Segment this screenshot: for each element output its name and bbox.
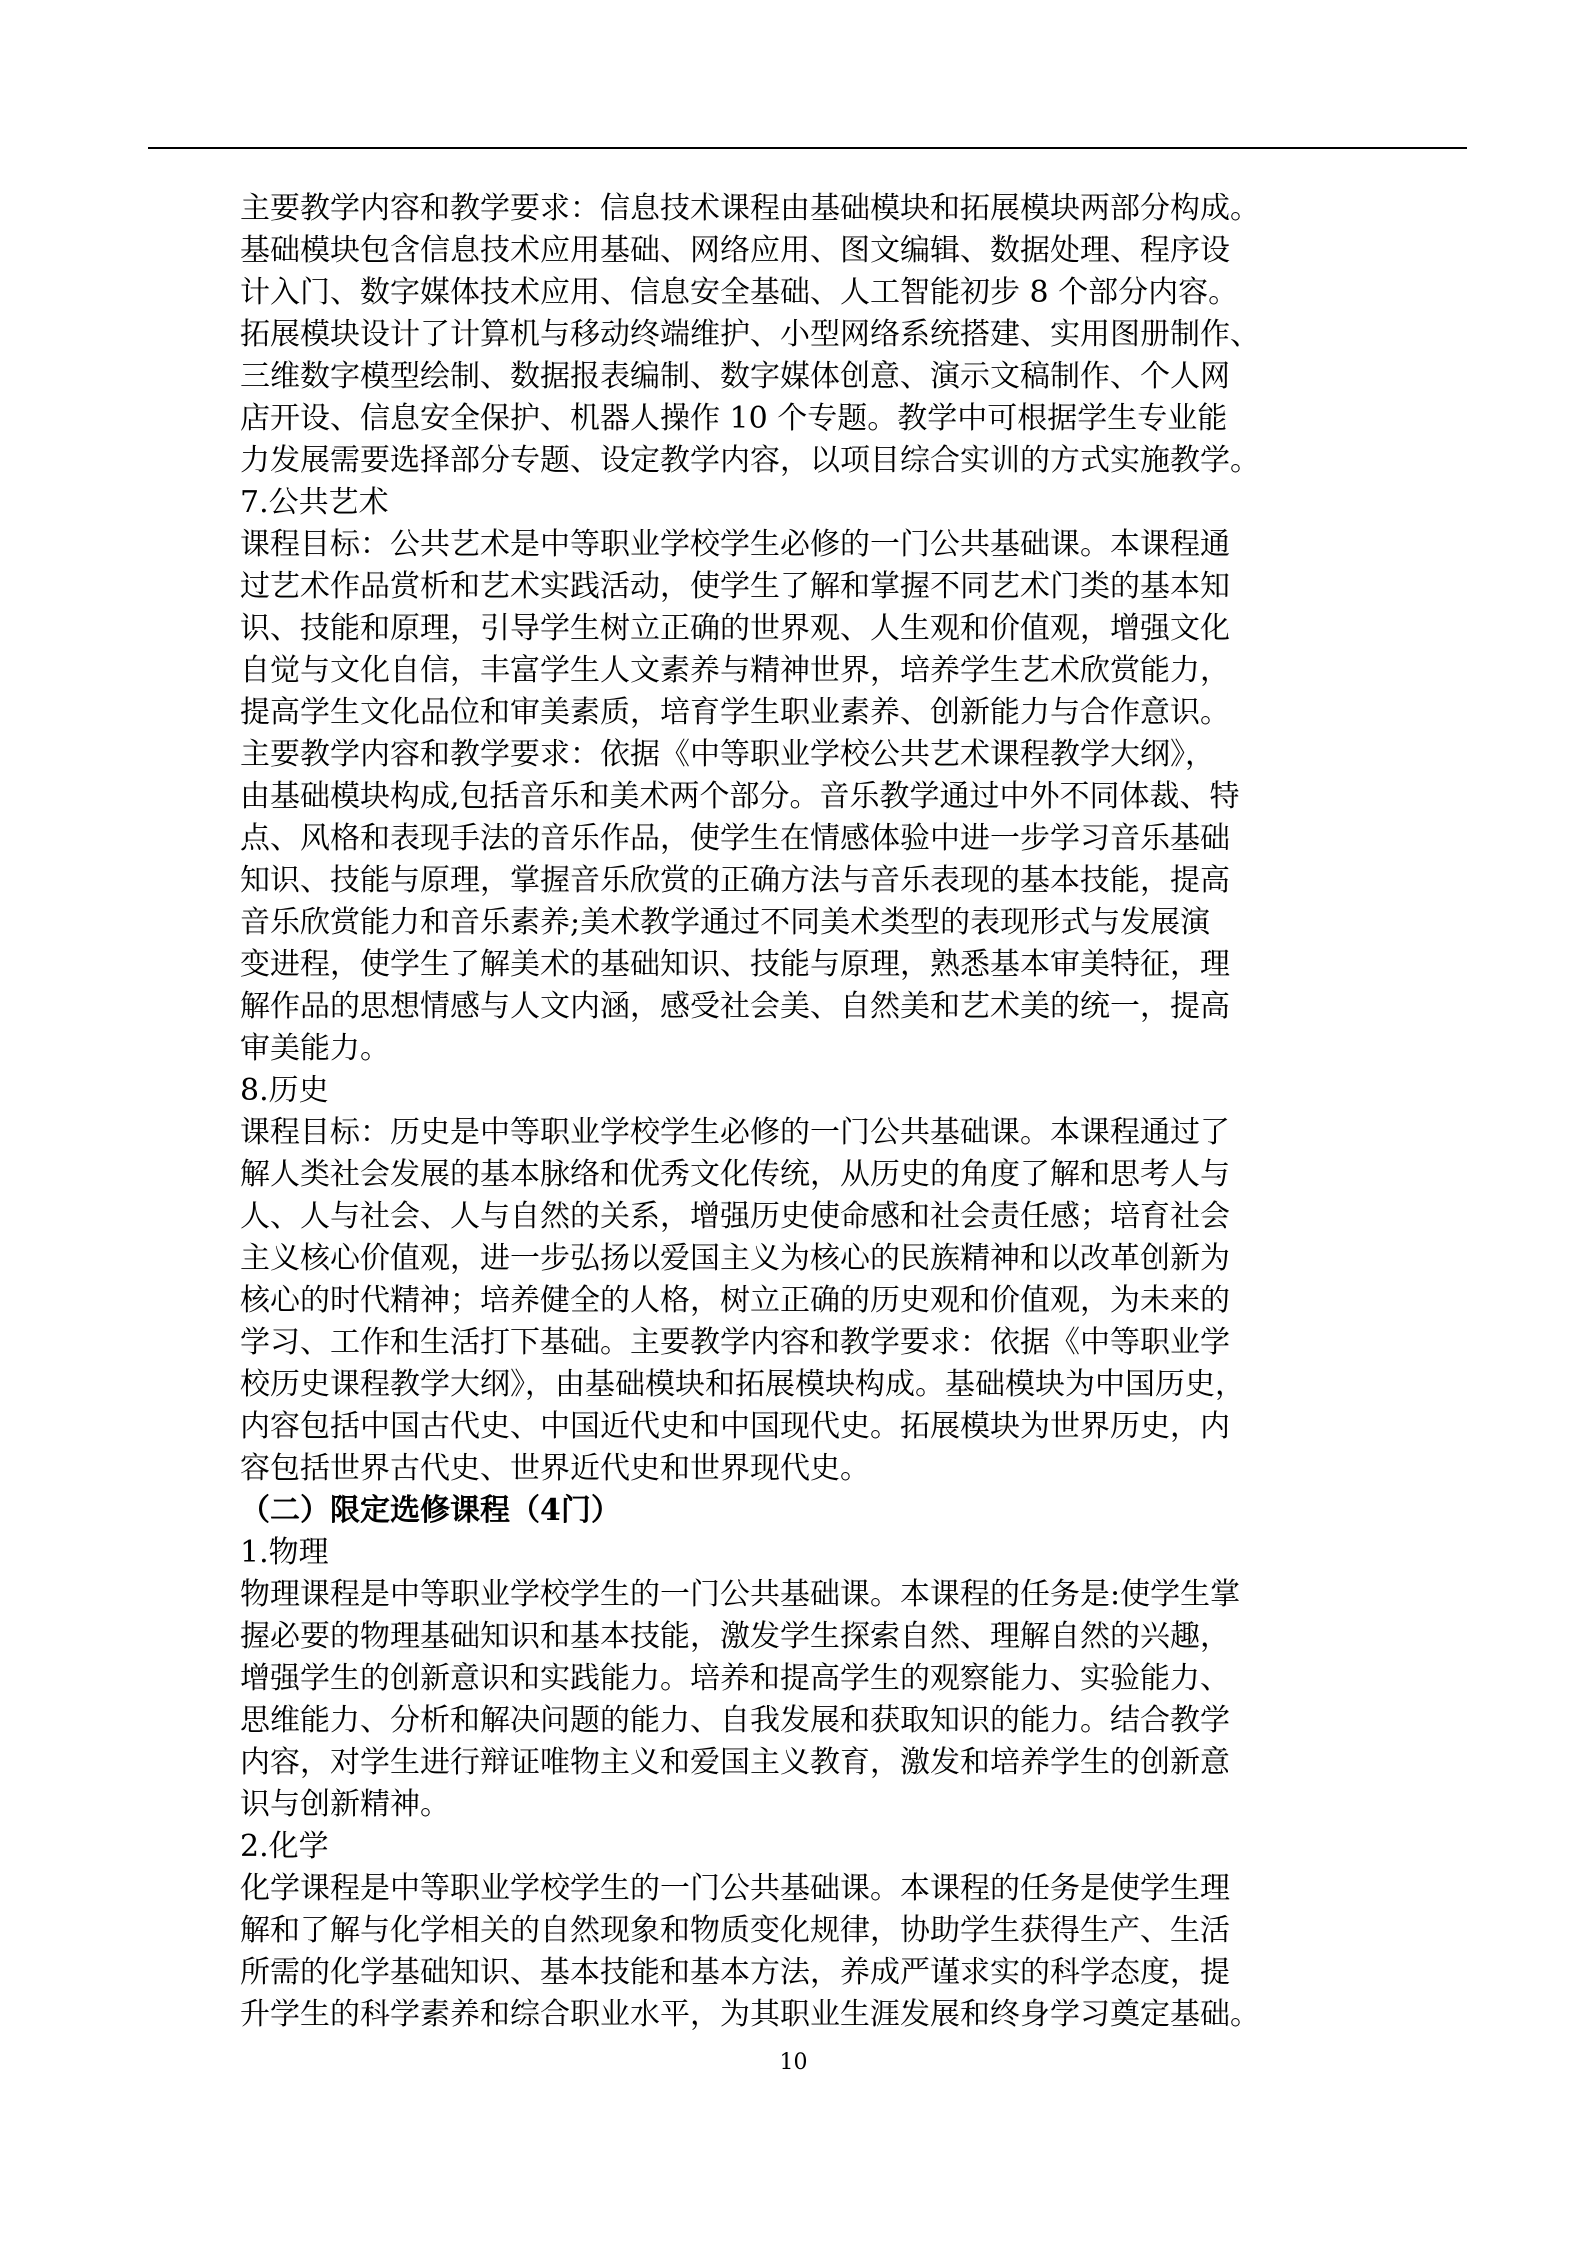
section-heading-history: 8.历史	[240, 1073, 329, 1108]
body-line: 识、技能和原理，引导学生树立正确的世界观、人生观和价值观，增强文化	[240, 611, 1230, 646]
header-rule	[148, 147, 1467, 149]
body-line: 由基础模块构成,包括音乐和美术两个部分。音乐教学通过中外不同体裁、特	[240, 779, 1240, 814]
body-line: 内容，对学生进行辩证唯物主义和爱国主义教育，激发和培养学生的创新意	[240, 1745, 1230, 1780]
body-line: 主要教学内容和教学要求：依据《中等职业学校公共艺术课程教学大纲》，	[240, 737, 1215, 772]
body-line: 拓展模块设计了计算机与移动终端维护、小型网络系统搭建、实用图册制作、	[240, 317, 1260, 352]
body-line: 思维能力、分析和解决问题的能力、自我发展和获取知识的能力。结合教学	[240, 1703, 1230, 1738]
body-line: 解和了解与化学相关的自然现象和物质变化规律，协助学生获得生产、生活	[240, 1913, 1230, 1948]
body-line: 化学课程是中等职业学校学生的一门公共基础课。本课程的任务是使学生理	[240, 1871, 1230, 1906]
body-line: 音乐欣赏能力和音乐素养;美术教学通过不同美术类型的表现形式与发展演	[240, 905, 1211, 940]
body-line: 课程目标：历史是中等职业学校学生必修的一门公共基础课。本课程通过了	[240, 1115, 1230, 1150]
body-line: 点、风格和表现手法的音乐作品，使学生在情感体验中进一步学习音乐基础	[240, 821, 1230, 856]
body-line: 识与创新精神。	[240, 1787, 450, 1822]
body-line: 主要教学内容和教学要求：信息技术课程由基础模块和拓展模块两部分构成。	[240, 191, 1260, 226]
body-line: 三维数字模型绘制、数据报表编制、数字媒体创意、演示文稿制作、个人网	[240, 359, 1230, 394]
section-heading-chemistry: 2.化学	[240, 1829, 329, 1864]
body-line: 学习、工作和生活打下基础。主要教学内容和教学要求：依据《中等职业学	[240, 1325, 1230, 1360]
body-line: 增强学生的创新意识和实践能力。培养和提高学生的观察能力、实验能力、	[240, 1661, 1230, 1696]
body-line: 人、人与社会、人与自然的关系，增强历史使命感和社会责任感；培育社会	[240, 1199, 1230, 1234]
body-line: 内容包括中国古代史、中国近代史和中国现代史。拓展模块为世界历史，内	[240, 1409, 1230, 1444]
body-line: 校历史课程教学大纲》，由基础模块和拓展模块构成。基础模块为中国历史，	[240, 1367, 1245, 1402]
body-line: 店开设、信息安全保护、机器人操作 10 个专题。教学中可根据学生专业能	[240, 401, 1228, 436]
body-line: 力发展需要选择部分专题、设定教学内容，以项目综合实训的方式实施教学。	[240, 443, 1260, 478]
body-line: 知识、技能与原理，掌握音乐欣赏的正确方法与音乐表现的基本技能，提高	[240, 863, 1230, 898]
body-line: 审美能力。	[240, 1031, 390, 1066]
body-line: 自觉与文化自信，丰富学生人文素养与精神世界，培养学生艺术欣赏能力，	[240, 653, 1230, 688]
body-line: 计入门、数字媒体技术应用、信息安全基础、人工智能初步 8 个部分内容。	[240, 275, 1239, 310]
page-number: 10	[779, 2050, 808, 2075]
body-line: 主义核心价值观，进一步弘扬以爱国主义为核心的民族精神和以改革创新为	[240, 1241, 1230, 1276]
body-line: 升学生的科学素养和综合职业水平，为其职业生涯发展和终身学习奠定基础。	[240, 1997, 1260, 2032]
document-body	[240, 188, 1360, 2036]
body-line: 核心的时代精神；培养健全的人格，树立正确的历史观和价值观，为未来的	[240, 1283, 1230, 1318]
body-line: 提高学生文化品位和审美素质，培育学生职业素养、创新能力与合作意识。	[240, 695, 1230, 730]
body-line: 握必要的物理基础知识和基本技能，激发学生探索自然、理解自然的兴趣，	[240, 1619, 1230, 1654]
body-line: 解作品的思想情感与人文内涵，感受社会美、自然美和艺术美的统一，提高	[240, 989, 1230, 1024]
section-heading-electives: （二）限定选修课程（4门）	[240, 1493, 621, 1528]
body-line: 过艺术作品赏析和艺术实践活动，使学生了解和掌握不同艺术门类的基本知	[240, 569, 1230, 604]
body-line: 容包括世界古代史、世界近代史和世界现代史。	[240, 1451, 870, 1486]
section-heading-physics: 1.物理	[240, 1535, 329, 1570]
section-heading-public-art: 7.公共艺术	[240, 485, 389, 520]
body-line: 所需的化学基础知识、基本技能和基本方法，养成严谨求实的科学态度，提	[240, 1955, 1230, 1990]
body-line: 课程目标：公共艺术是中等职业学校学生必修的一门公共基础课。本课程通	[240, 527, 1230, 562]
body-line: 变进程，使学生了解美术的基础知识、技能与原理，熟悉基本审美特征，理	[240, 947, 1230, 982]
body-line: 基础模块包含信息技术应用基础、网络应用、图文编辑、数据处理、程序设	[240, 233, 1230, 268]
body-line: 解人类社会发展的基本脉络和优秀文化传统，从历史的角度了解和思考人与	[240, 1157, 1230, 1192]
body-line: 物理课程是中等职业学校学生的一门公共基础课。本课程的任务是:使学生掌	[240, 1577, 1241, 1612]
